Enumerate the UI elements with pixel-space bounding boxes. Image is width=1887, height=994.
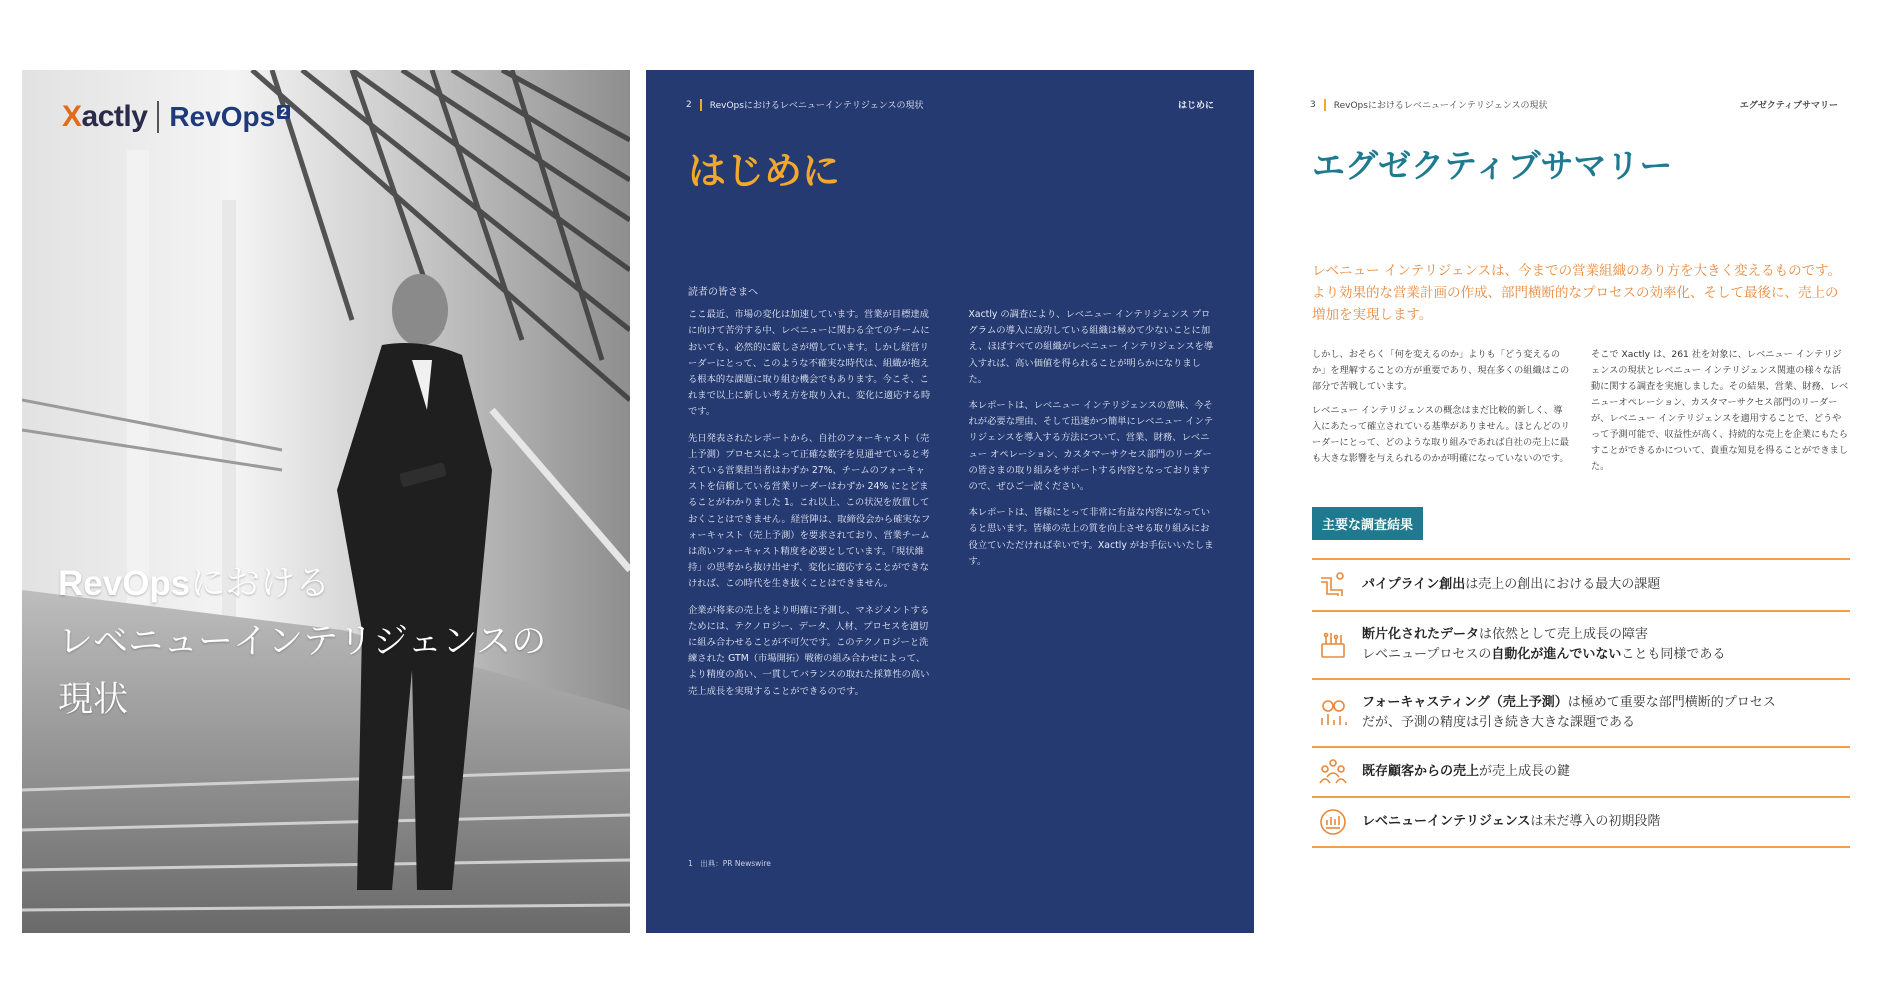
paragraph: 本レポートは、皆様にとって非常に有益な内容になっていると思います。皆様の売上の質を向上させる取り組みにお役立ていただければ幸いです。Xactly がお手伝いいたします。 — [968, 507, 1214, 567]
xactly-logo-x: X — [62, 100, 82, 133]
paragraph: Xactly の調査により、レベニュー インテリジェンス プログラムの導入に成功している組織は極めて少ないことに加え、ほぼすべての組織がレベニュー インテリジェンスを導入すれば、高い価値を得られることが明らかになりました。 — [968, 309, 1214, 385]
customers-icon — [1318, 757, 1348, 787]
pipeline-icon — [1318, 570, 1348, 600]
finding-rest: は依然として売上成長の障害 — [1479, 627, 1649, 642]
cover-title-rest: における — [190, 564, 331, 604]
header-divider — [700, 99, 702, 111]
finding-rest: が売上成長の鍵 — [1479, 764, 1571, 779]
revops-logo-text: RevOps — [169, 101, 276, 132]
exec-column-left — [1312, 347, 1571, 483]
finding-rest: は未だ導入の初期段階 — [1530, 814, 1661, 829]
finding-highlight: 自動化が進んでいない — [1491, 647, 1622, 662]
revops-logo — [169, 101, 290, 133]
cover-title-line2: レベニューインテリジェンスの — [58, 622, 547, 662]
finding-rest: は売上の創出における最大の課題 — [1465, 577, 1661, 592]
cover-title — [58, 555, 546, 729]
finding-rest: は極めて重要な部門横断的プロセス — [1567, 695, 1776, 710]
lead-paragraph: レベニュー インテリジェンスは、今までの営業組織のあり方を大きく変えるものです。より効果的な営業計画の作成、部門横断的なプロセスの効率化、そして最後に、売上の増加を実現します。 — [1312, 263, 1842, 323]
finding-text — [1362, 625, 1725, 665]
revops-logo-superscript: 2 — [277, 105, 290, 119]
section-label: エグゼクティブサマリー — [1739, 101, 1838, 111]
forecast-icon — [1318, 698, 1348, 728]
key-findings-label: 主要な調査結果 — [1312, 507, 1423, 540]
running-header — [1310, 98, 1838, 111]
cover-photo — [22, 70, 630, 933]
paragraph: ここ最近、市場の変化は加速しています。営業が目標達成に向けて苦労する中、レベニューに関わる全てのチームにおいても、必然的に厳しさが増しています。しかし経営リーダーにとって、このような不確実な時代は、組織が抱える根本的な課題に取り組む機会でもあります。今こそ、これまで以上に新しい考え方を取り入れ、変化に適応する時です。 — [688, 309, 931, 418]
finding-text — [1362, 762, 1570, 782]
finding-text — [1362, 575, 1660, 595]
exec-column-right — [1591, 347, 1850, 483]
paragraph: 本レポートは、レベニュー インテリジェンスの意味、今それが必要な理由、そして迅速かつ簡単にレベニュー インテリジェンスを導入する方法について、営業、財務、レベニュー オペレーション、カスタマーサクセス部門のリーダーの皆さまの取り組みをサポートする内容となっておりますので、ぜひご一読ください。 — [968, 400, 1214, 493]
cover-title-line1 — [58, 555, 546, 613]
finding-item — [1312, 612, 1850, 680]
running-title: RevOpsにおけるレベニューインテリジェンスの現状 — [709, 101, 924, 111]
paragraph: レベニュー インテリジェンスの概念はまだ比較的新しく、導入にあたって確立されている基準がありません。ほとんどのリーダーにとって、どのような取り組みであれば自社の売上に最も大きな影響を与えられるのかが明確になっていないのです。 — [1312, 405, 1570, 464]
data-fragments-icon — [1318, 630, 1348, 660]
xactly-logo-rest: actly — [81, 100, 148, 133]
executive-summary-page — [1270, 70, 1878, 933]
paragraph: しかし、おそらく「何を変えるのか」よりも「どう変えるのか」を理解することの方が重要であり、現在多くの組織はこの部分で苦戦しています。 — [1312, 349, 1570, 392]
xactly-logo — [62, 100, 147, 134]
cover-page — [22, 70, 630, 933]
cover-logo — [62, 100, 290, 134]
brain-icon — [1318, 807, 1348, 837]
exec-body — [1312, 347, 1850, 483]
finding-text — [1362, 693, 1776, 733]
finding-item — [1312, 680, 1850, 748]
finding-line — [1362, 625, 1725, 645]
page-number: 3 — [1310, 99, 1316, 110]
finding-item — [1312, 560, 1850, 612]
section-label: はじめに — [1177, 101, 1214, 111]
paragraph: そこで Xactly は、261 社を対象に、レベニュー インテリジェンスの現状とレベニュー インテリジェンス関連の様々な活動に関する調査を実施しました。その結果、営業、財務、レベニューオペレーション、カスタマーサクセス部門のリーダーが、レベニュー インテリジェンスを適用することで、どうやって予測可能で、収益性が高く、持続的な売上を企業にもたらすことができるかについて、貴重な知見を得ることができました。 — [1591, 349, 1849, 472]
finding-item — [1312, 798, 1850, 848]
running-header — [686, 98, 1214, 111]
cover-title-line3: 現状 — [58, 680, 129, 720]
finding-line — [1362, 645, 1725, 665]
intro-column-right — [969, 285, 1215, 710]
finding-rest: ことも同様である — [1621, 647, 1726, 662]
page-title: はじめに — [688, 149, 841, 193]
finding-rest: レベニュープロセスの — [1362, 647, 1492, 662]
finding-line: だが、予測の精度は引き続き大きな課題である — [1362, 715, 1636, 730]
greeting: 読者の皆さまへ — [688, 287, 758, 298]
finding-text — [1362, 812, 1660, 832]
intro-body — [688, 285, 1214, 710]
intro-column-left — [688, 285, 934, 710]
finding-highlight: レベニューインテリジェンス — [1362, 814, 1531, 829]
finding-highlight: 断片化されたデータ — [1362, 627, 1480, 642]
paragraph: 先日発表されたレポートから、自社のフォーキャスト（売上予測）プロセスによって正確な数字を見通せていると考えている営業担当者はわずか 27%、チームのフォーキャストを信頼している営業リーダーはわずか 24% にとどまることがわかりました 1。これ以上、この状況を放置しておくことはできません。経営陣は、取締役会から確実なフォーキャスト（売上予測）を要求されており、営業チームは高いフォーキャスト精度を必要としています。「現状維持」の思考から抜け出せず、変化に適応することができなければ、この時代を生き抜くことはできません。 — [688, 432, 931, 590]
finding-item — [1312, 748, 1850, 798]
finding-line — [1362, 693, 1776, 713]
intro-page — [646, 70, 1254, 933]
cover-title-bold: RevOps — [58, 564, 191, 603]
paragraph: 企業が将来の売上をより明確に予測し、マネジメントするためには、テクノロジー、データ、人材、プロセスを適切に組み合わせることが不可欠です。このテクノロジーと洗練された GTM（市場開拓）戦術の組み合わせによって、より精度の高い、一貫してバランスの取れた採算性の高い売上成長を実現することができるのです。 — [688, 604, 930, 697]
footnote: 1 出典：PR Newswire — [688, 859, 771, 868]
page-title: エグゼクティブサマリー — [1312, 146, 1673, 185]
header-divider — [1324, 99, 1326, 111]
page-number: 2 — [686, 99, 692, 110]
finding-highlight: 既存顧客からの売上 — [1362, 764, 1480, 779]
finding-highlight: フォーキャスティング（売上予測） — [1362, 695, 1568, 710]
logo-divider — [157, 101, 159, 133]
key-findings-list — [1312, 558, 1850, 848]
finding-highlight: パイプライン創出 — [1362, 577, 1466, 592]
running-title: RevOpsにおけるレベニューインテリジェンスの現状 — [1333, 101, 1548, 111]
